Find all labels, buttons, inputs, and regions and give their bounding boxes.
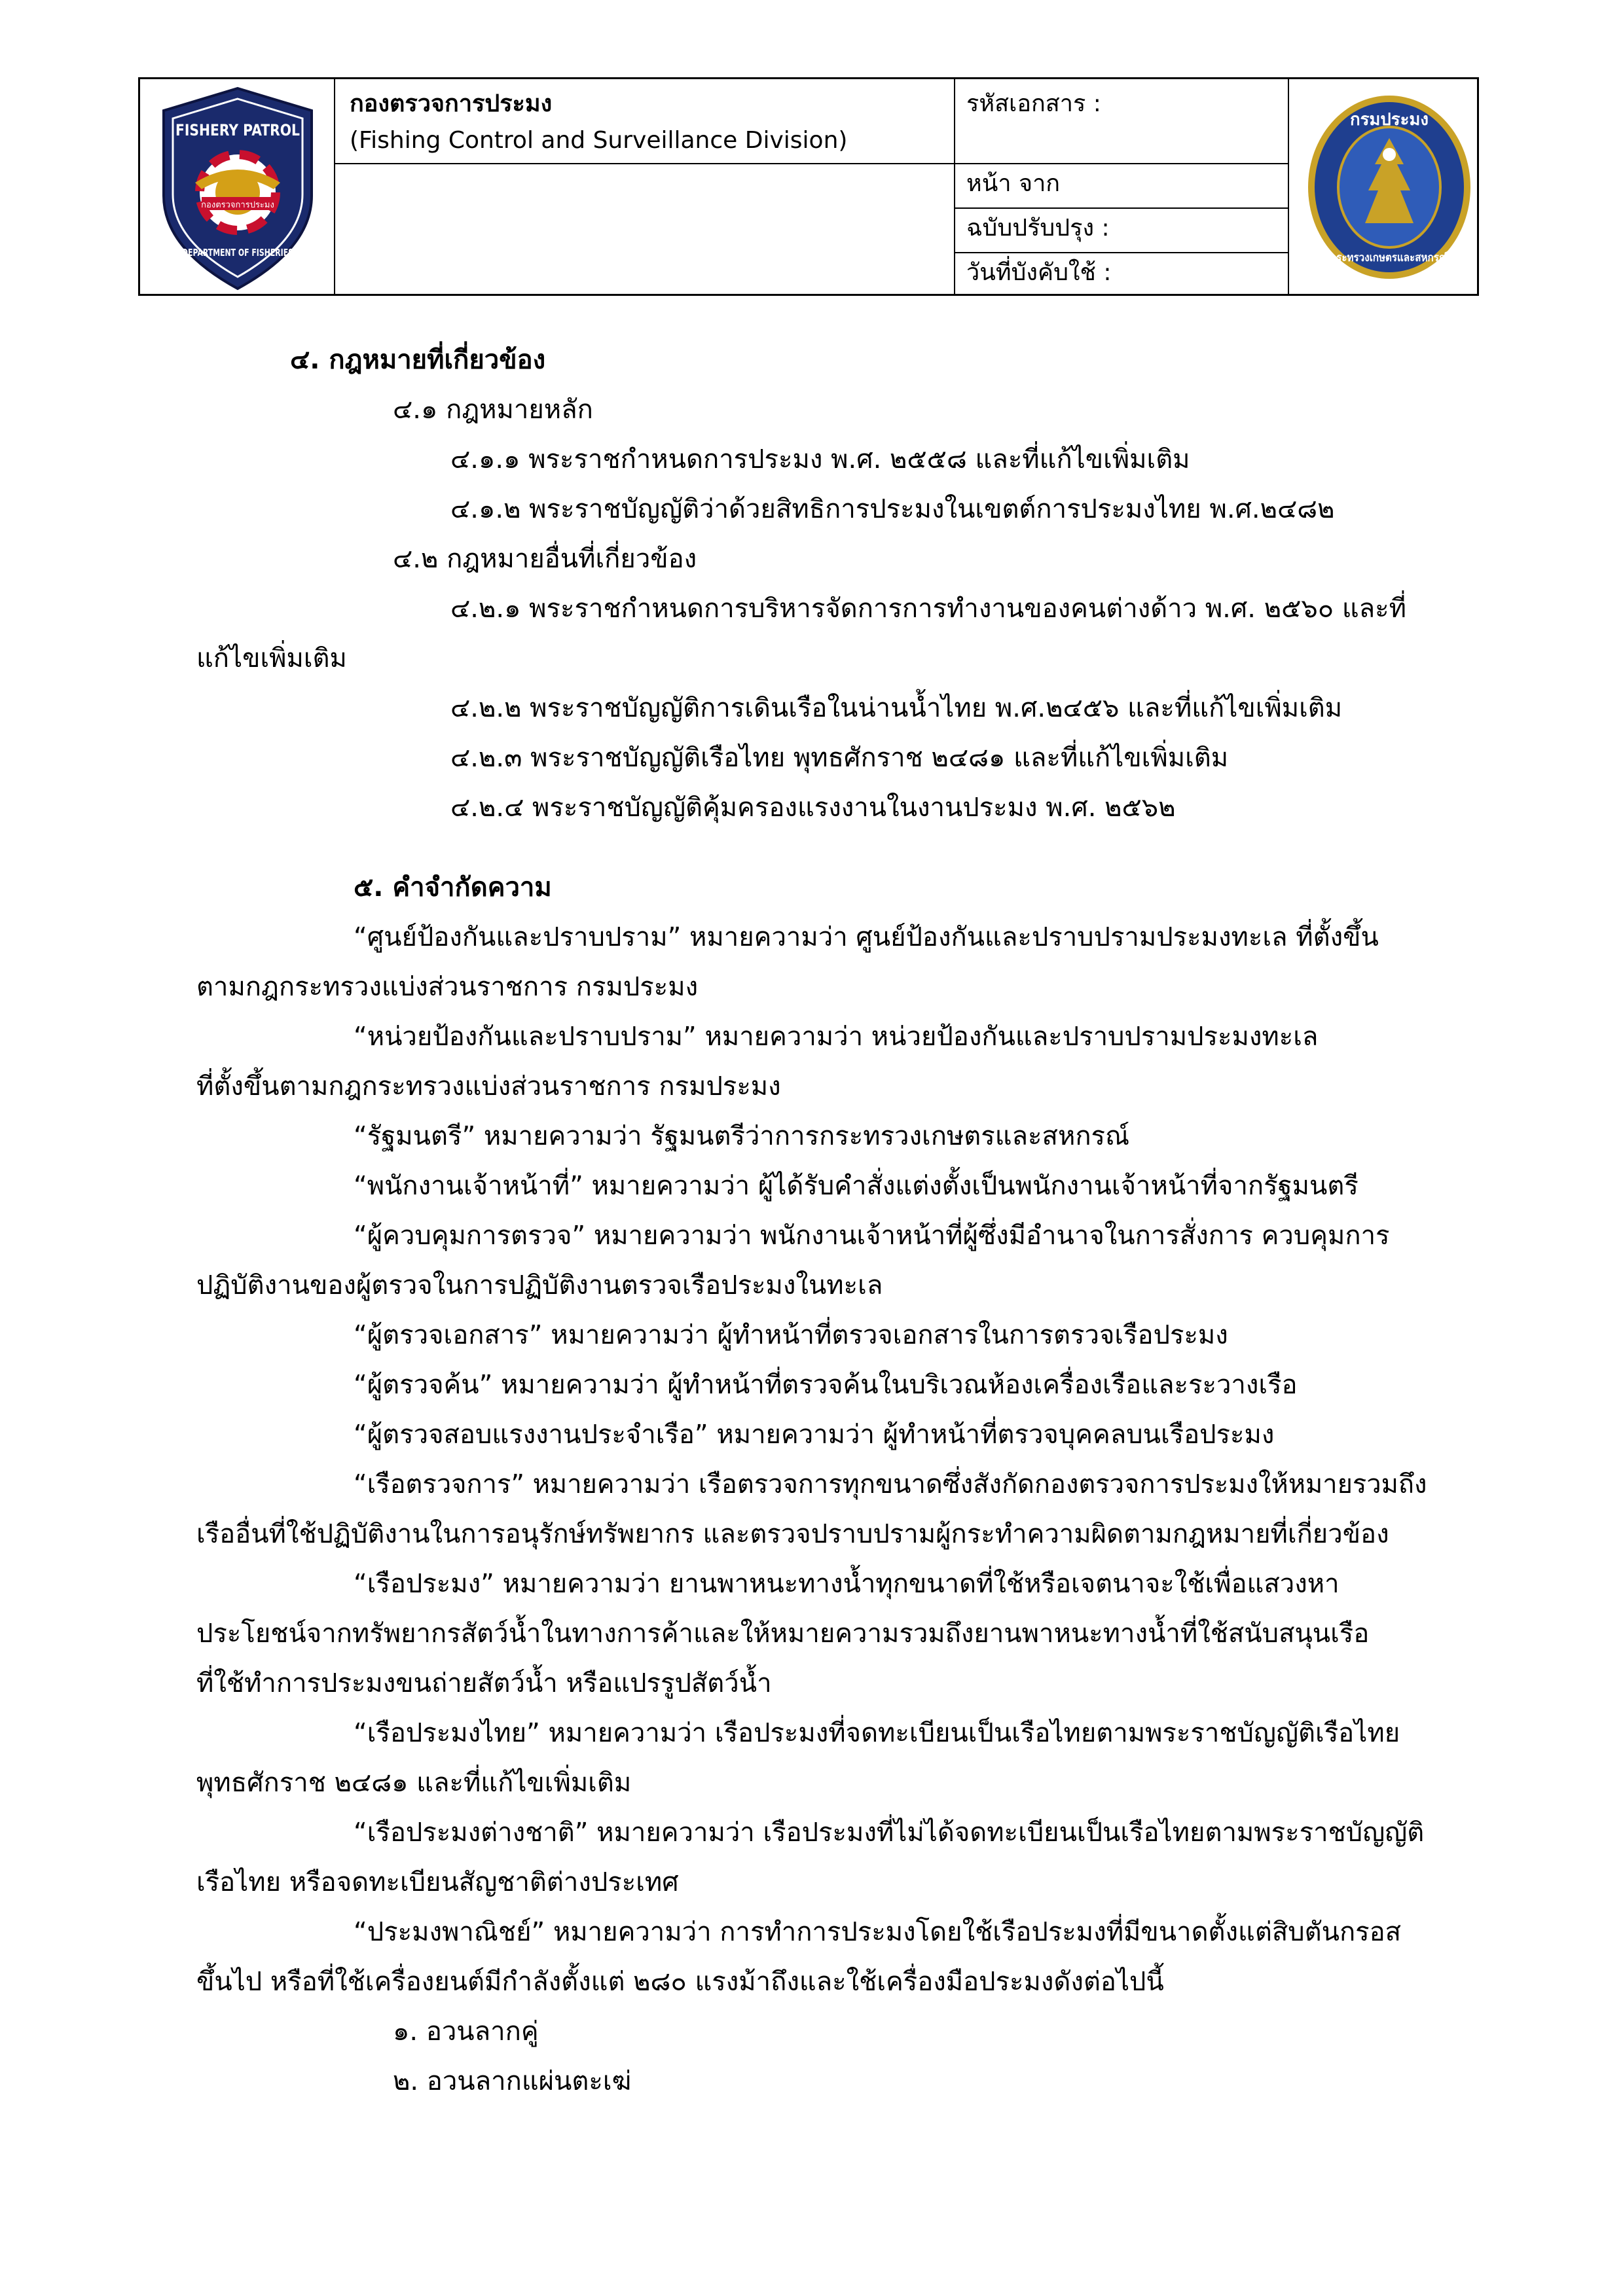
definition-line: ตามกฎกระทรวงแบ่งส่วนราชการ กรมประมง [196,972,699,1002]
law-item-continued: แก้ไขเพิ่มเติม [196,643,347,673]
law-item: ๔.๑.๒ พระราชบัญญัติว่าด้วยสิทธิการประมงในเขตต์การประมงไทย พ.ศ.๒๔๘๒ [450,494,1335,524]
section-4-2-heading: ๔.๒ กฎหมายอื่นที่เกี่ยวข้อง [393,544,697,574]
definition-line: “ศูนย์ป้องกันและปราบปราม” หมายความว่า ศูนย์ป้องกันและปราบปรามประมงทะเล ที่ตั้งขึ้น [354,922,1379,952]
left-logo-top-text: FISHERY PATROL [175,121,300,139]
list-item: ๑. อวนลากคู่ [393,2017,539,2047]
definition-line: ปฏิบัติงานของผู้ตรวจในการปฏิบัติงานตรวจเรือประมงในทะเล [196,1270,883,1300]
definition-line: “ประมงพาณิชย์” หมายความว่า การทำการประมงโดยใช้เรือประมงที่มีขนาดตั้งแต่สิบตันกรอส [354,1917,1402,1947]
svg-text:กองตรวจการประมง: กองตรวจการประมง [201,200,274,210]
law-item: ๔.๒.๑ พระราชกำหนดการบริหารจัดการการทำงานของคนต่างด้าว พ.ศ. ๒๕๖๐ และที่ [450,594,1407,624]
page-of-label: หน้า จาก [966,170,1061,197]
definition-line: “เรือประมง” หมายความว่า ยานพาหนะทางน้ำทุกขนาดที่ใช้หรือเจตนาจะใช้เพื่อแสวงหา [354,1569,1340,1599]
revision-label: ฉบับปรับปรุง : [966,215,1110,242]
section-4-heading: ๔. กฎหมายที่เกี่ยวข้อง [290,345,546,375]
document-header-table [138,77,1479,296]
definition-line: เรือไทย หรือจดทะเบียนสัญชาติต่างประเทศ [196,1867,679,1897]
definition-line: “ผู้ตรวจเอกสาร” หมายความว่า ผู้ทำหน้าที่ตรวจเอกสารในการตรวจเรือประมง [354,1320,1228,1350]
right-logo-bottom-text: กระทรวงเกษตรและสหกรณ์ [1330,251,1463,264]
law-item: ๔.๒.๒ พระราชบัญญัติการเดินเรือในน่านน้ำไทย พ.ศ.๒๔๕๖ และที่แก้ไขเพิ่มเติม [450,693,1343,723]
department-of-fisheries-seal-icon [1305,92,1473,282]
definition-line: “ผู้ตรวจค้น” หมายความว่า ผู้ทำหน้าที่ตรวจค้นในบริเวณห้องเครื่องเรือและระวางเรือ [354,1370,1298,1400]
definition-line: เรืออื่นที่ใช้ปฏิบัติงานในการอนุรักษ์ทรัพยากร และตรวจปราบปรามผู้กระทำความผิดตามกฎหมายที่เกี่ยวข้อง [196,1519,1389,1549]
definition-line: “เรือประมงต่างชาติ” หมายความว่า เรือประมงที่ไม่ได้จดทะเบียนเป็นเรือไทยตามพระราชบัญญัติ [354,1818,1425,1848]
section-5-heading: ๕. คำจำกัดความ [354,872,552,903]
definition-line: “ผู้ควบคุมการตรวจ” หมายความว่า พนักงานเจ้าหน้าที่ผู้ซึ่งมีอำนาจในการสั่งการ ควบคุมการ [354,1221,1390,1251]
law-item: ๔.๑.๑ พระราชกำหนดการประมง พ.ศ. ๒๕๕๘ และที่แก้ไขเพิ่มเติม [450,444,1190,475]
list-item: ๒. อวนลากแผ่นตะเฆ่ [393,2066,632,2096]
definition-line: ที่ใช้ทำการประมงขนถ่ายสัตว์น้ำ หรือแปรรูปสัตว์น้ำ [196,1668,772,1698]
fishery-patrol-emblem-icon [156,84,319,293]
right-logo-top-text: กรมประมง [1350,110,1429,130]
effective-date-label: วันที่บังคับใช้ : [966,259,1112,286]
division-name-english: (Fishing Control and Surveillance Division) [350,127,848,154]
definition-line: ขึ้นไป หรือที่ใช้เครื่องยนต์มีกำลังตั้งแต่ ๒๘๐ แรงม้าถึงและใช้เครื่องมือประมงดังต่อไปนี้ [196,1967,1164,1997]
definition-line: ที่ตั้งขึ้นตามกฎกระทรวงแบ่งส่วนราชการ กรมประมง [196,1071,781,1102]
definition-line: “เรือประมงไทย” หมายความว่า เรือประมงที่จดทะเบียนเป็นเรือไทยตามพระราชบัญญัติเรือไทย [354,1718,1400,1748]
doc-code-label: รหัสเอกสาร : [966,90,1101,117]
definition-line: “หน่วยป้องกันและปราบปราม” หมายความว่า หน่วยป้องกันและปราบปรามประมงทะเล [354,1022,1319,1052]
definition-line: ประโยชน์จากทรัพยากรสัตว์น้ำในทางการค้าและให้หมายความรวมถึงยานพาหนะทางน้ำที่ใช้สนับสนุนเรือ [196,1619,1370,1649]
division-name-thai: กองตรวจการประมง [350,90,553,117]
law-item: ๔.๒.๓ พระราชบัญญัติเรือไทย พุทธศักราช ๒๔๘๑ และที่แก้ไขเพิ่มเติม [450,743,1229,773]
definition-line: “พนักงานเจ้าหน้าที่” หมายความว่า ผู้ได้รับคำสั่งแต่งตั้งเป็นพนักงานเจ้าหน้าที่จากรัฐมนตรี [354,1171,1359,1201]
definition-line: “รัฐมนตรี” หมายความว่า รัฐมนตรีว่าการกระทรวงเกษตรและสหกรณ์ [354,1121,1130,1151]
law-item: ๔.๒.๔ พระราชบัญญัติคุ้มครองแรงงานในงานประมง พ.ศ. ๒๕๖๒ [450,793,1176,823]
definition-line: พุทธศักราช ๒๔๘๑ และที่แก้ไขเพิ่มเติม [196,1768,632,1798]
definition-line: “ผู้ตรวจสอบแรงงานประจำเรือ” หมายความว่า ผู้ทำหน้าที่ตรวจบุคคลบนเรือประมง [354,1420,1275,1450]
definition-line: “เรือตรวจการ” หมายความว่า เรือตรวจการทุกขนาดซึ่งสังกัดกองตรวจการประมงให้หมายรวมถึง [354,1469,1427,1499]
left-logo-bottom-text: DEPARTMENT OF FISHERIES [182,247,293,259]
section-4-1-heading: ๔.๑ กฎหมายหลัก [393,395,593,425]
